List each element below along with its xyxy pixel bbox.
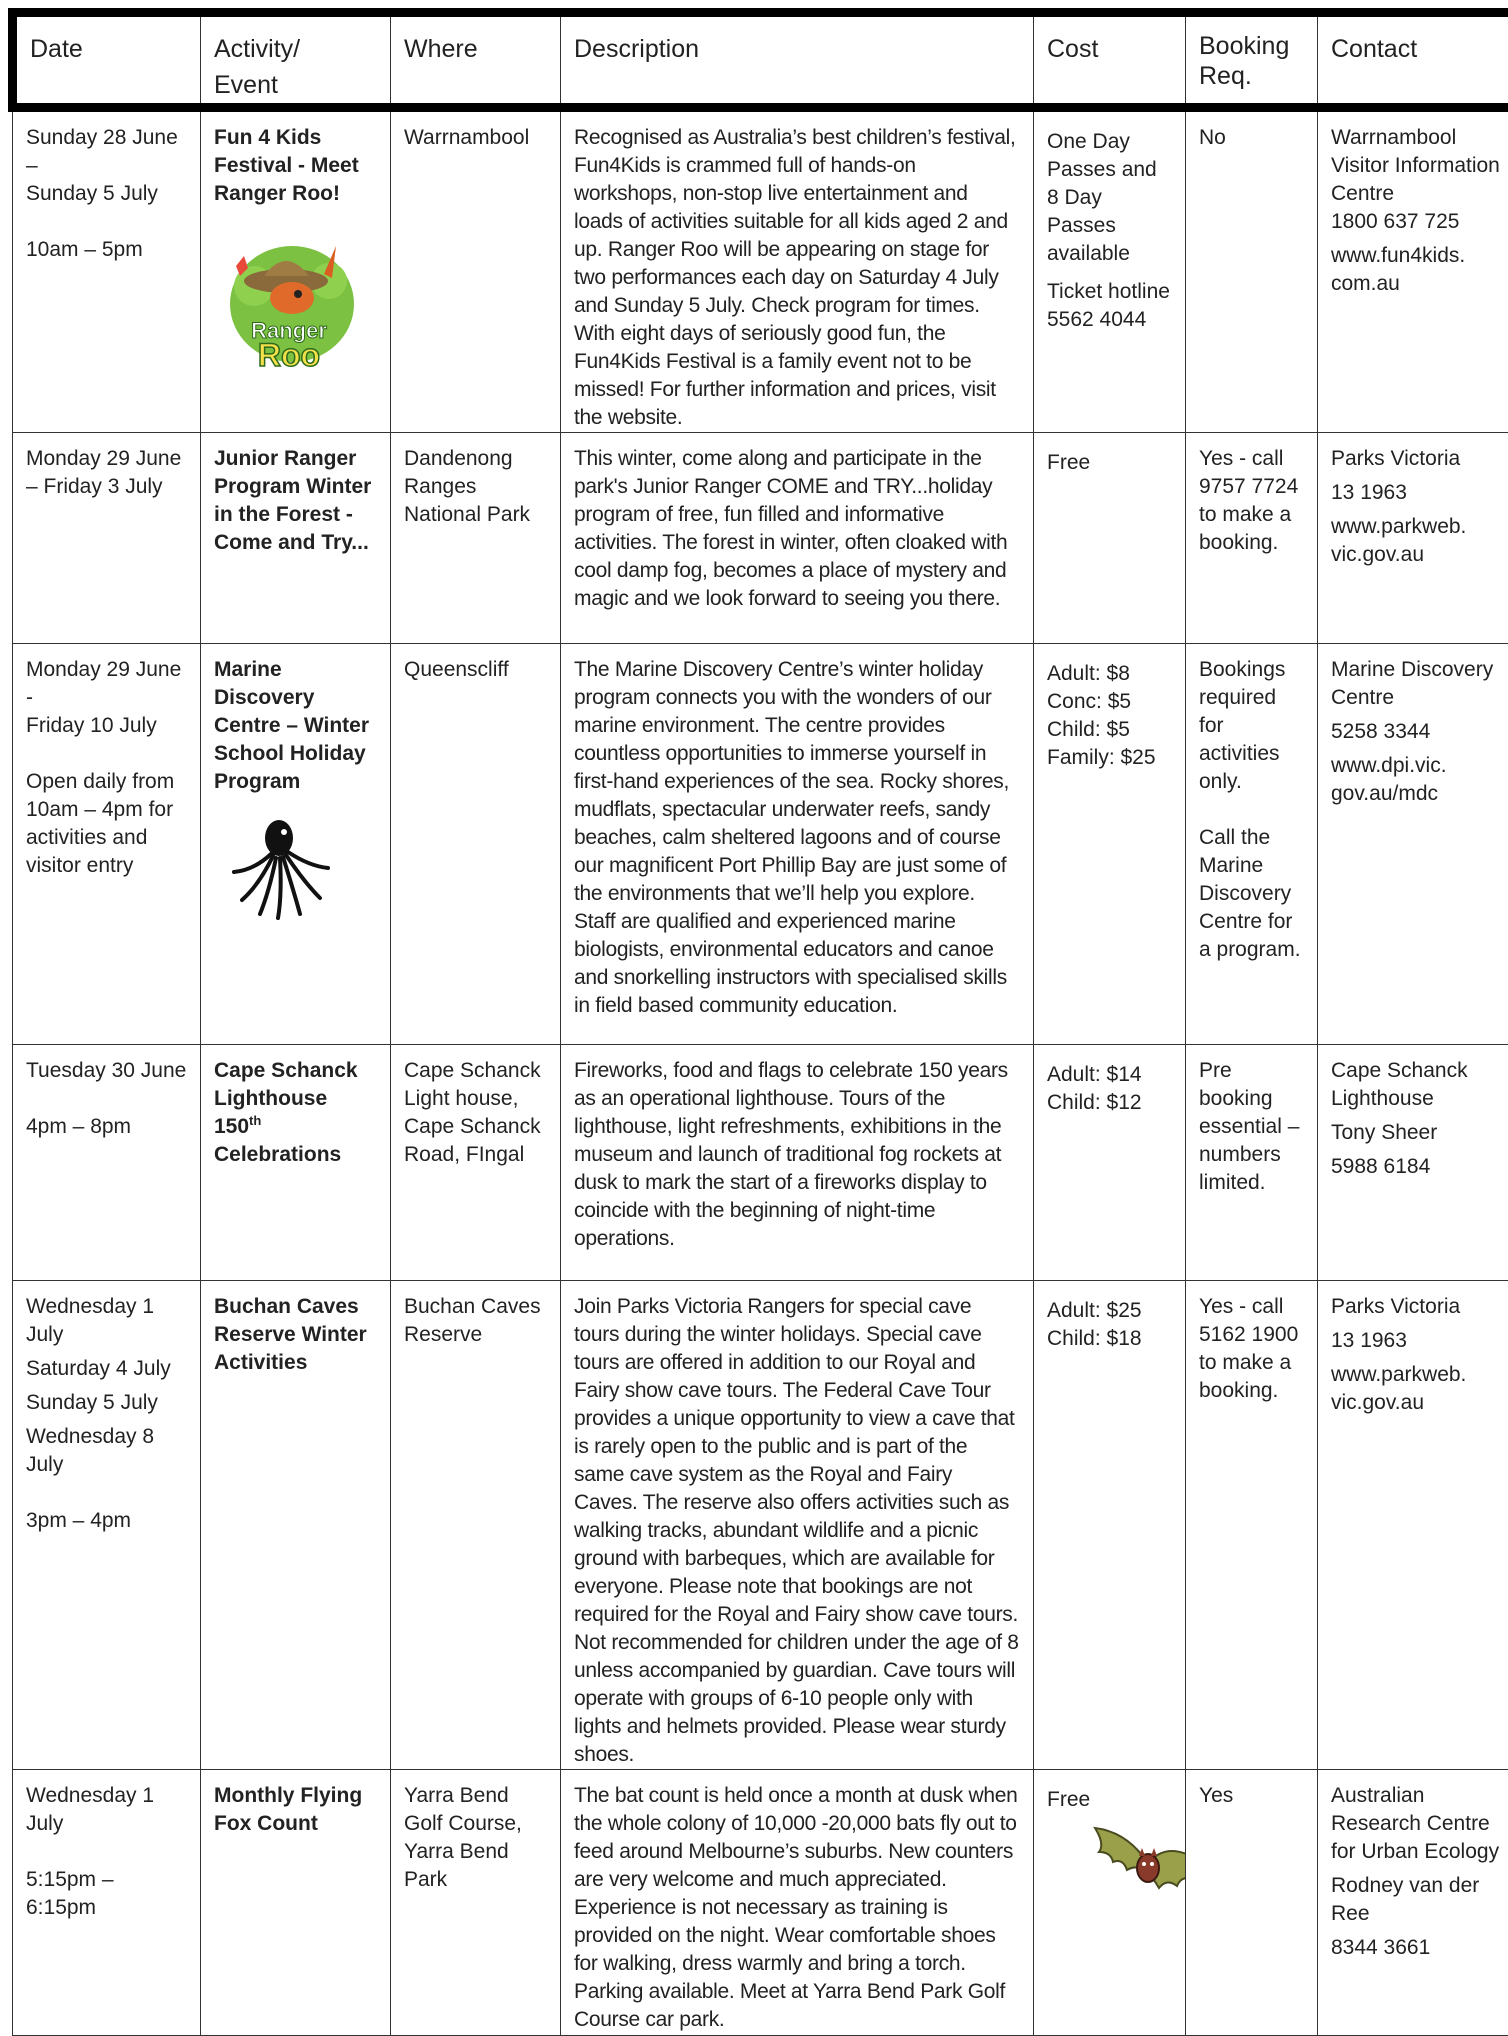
cell-description: Recognised as Australia’s best children’s festival, Fun4Kids is crammed full of hands-on workshops, non-stop live entertainment and loads of activities suitable for all kids aged 2 and up. Ranger Roo will be appearing on stage for two performances each day on Saturday 4 July and Sunday 5 July. Check program for times. With eight days of seriously good fun, the Fun4Kids Festival is a family event not to be missed! For further information and prices, visit the website. <box>561 108 1034 433</box>
cell-description: The Marine Discovery Centre’s winter holiday program connects you with the wonders of our marine environment. The centre provides countless opportunities to immerse yourself in first-hand experiences of the sea. Rocky shores, mudflats, spectacular underwater reefs, sandy beaches, calm sheltered lagoons and of course our magnificent Port Phillip Bay are just some of the environments that we’ll help you explore. Staff are qualified and experienced marine biologists, environmental educators and canoe and snorkelling instructors with specialised skills in field based community education. <box>561 644 1034 1045</box>
contact-phone: 1800 637 725 <box>1331 208 1500 236</box>
contact-name: Parks Victoria <box>1331 1293 1500 1321</box>
date-line: Wednesday 1 July <box>26 1293 188 1349</box>
cell-booking: Yes - call 5162 1900 to make a booking. <box>1186 1281 1318 1770</box>
contact-web: www.dpi.vic. <box>1331 752 1500 780</box>
contact-name: Warrnambool Visitor Information Centre <box>1331 124 1500 208</box>
header-activity-line2: Event <box>214 67 378 103</box>
bat-icon <box>1087 1822 1186 1904</box>
cost-text: Free <box>1047 449 1173 477</box>
header-activity <box>201 13 391 108</box>
cell-cost <box>1034 108 1186 433</box>
cell-booking: Yes - call 9757 7724 to make a booking. <box>1186 433 1318 644</box>
cell-contact <box>1318 1281 1508 1770</box>
cell-where: Buchan Caves Reserve <box>391 1281 561 1770</box>
cell-contact <box>1318 1770 1508 2036</box>
booking-text: Bookings required for activities only. <box>1199 656 1305 796</box>
table-row <box>13 1770 1508 2036</box>
table-row <box>13 1045 1508 1281</box>
cell-cost <box>1034 433 1186 644</box>
activity-title: Fun 4 Kids Festival - Meet Ranger Roo! <box>214 124 378 208</box>
contact-person: Rodney van der Ree <box>1331 1872 1500 1928</box>
cost-text: Free <box>1047 1786 1173 1814</box>
ranger-roo-logo-icon <box>214 226 364 376</box>
activity-title-end: Celebrations <box>214 1143 341 1166</box>
cell-activity: Junior Ranger Program Winter in the Forest - Come and Try... <box>201 433 391 644</box>
cell-booking: No <box>1186 108 1318 433</box>
cost-line: Adult: $14 <box>1047 1061 1173 1089</box>
cell-contact <box>1318 1045 1508 1281</box>
contact-phone: 13 1963 <box>1331 479 1500 507</box>
cost-line: Adult: $25 <box>1047 1297 1173 1325</box>
cell-date <box>13 1045 201 1281</box>
contact-web: gov.au/mdc <box>1331 780 1500 808</box>
cell-date <box>13 108 201 433</box>
table-row <box>13 108 1508 433</box>
cell-contact <box>1318 108 1508 433</box>
header-booking-line1: Booking <box>1199 31 1305 61</box>
logo-word-1: Ranger <box>251 318 327 343</box>
contact-person: Tony Sheer <box>1331 1119 1500 1147</box>
time-text: 5:15pm – 6:15pm <box>26 1866 188 1922</box>
cell-booking: Yes <box>1186 1770 1318 2036</box>
time-text: 3pm – 4pm <box>26 1507 188 1535</box>
contact-web: com.au <box>1331 270 1500 298</box>
table-row <box>13 644 1508 1045</box>
cost-line: Child: $12 <box>1047 1089 1173 1117</box>
cell-activity <box>201 1045 391 1281</box>
header-where: Where <box>391 13 561 108</box>
contact-web: www.fun4kids. <box>1331 242 1500 270</box>
header-date: Date <box>13 13 201 108</box>
cell-where: Queenscliff <box>391 644 561 1045</box>
contact-phone: 8344 3661 <box>1331 1934 1500 1962</box>
header-cost: Cost <box>1034 13 1186 108</box>
cell-activity <box>201 644 391 1045</box>
booking-text: Call the Marine Discovery Centre for a program. <box>1199 824 1305 964</box>
cell-contact <box>1318 433 1508 644</box>
cell-description: This winter, come along and participate in the park's Junior Ranger COME and TRY...holiday program of free, fun filled and informative activities. The forest in winter, often cloaked with cool damp fog, becomes a place of mystery and magic and we look forward to seeing you there. <box>561 433 1034 644</box>
cost-line: Child: $18 <box>1047 1325 1173 1353</box>
octopus-icon <box>224 810 334 922</box>
contact-phone: 5258 3344 <box>1331 718 1500 746</box>
cell-cost <box>1034 1770 1186 2036</box>
cell-cost <box>1034 1281 1186 1770</box>
cell-cost <box>1034 1045 1186 1281</box>
cell-cost <box>1034 644 1186 1045</box>
date-line: Monday 29 June - <box>26 656 188 712</box>
date-line: Sunday 28 June – <box>26 124 188 180</box>
activity-title: Marine Discovery Centre – Winter School Holiday Program <box>214 656 378 796</box>
cell-date <box>13 644 201 1045</box>
cell-description: The bat count is held once a month at dusk when the whole colony of 10,000 -20,000 bats fly out to feed around Melbourne’s suburbs. New counters are very welcome and much appreciated. Experience is not necessary as training is provided on the night. Wear comfortable shoes for walking, dress warmly and bring a torch. Parking available. Meet at Yarra Bend Park Golf Course car park. <box>561 1770 1034 2036</box>
activity-title: Cape Schanck Lighthouse 150 <box>214 1059 358 1138</box>
date-line: Wednesday 1 July <box>26 1782 188 1838</box>
cell-date <box>13 433 201 644</box>
contact-phone: 13 1963 <box>1331 1327 1500 1355</box>
header-booking <box>1186 13 1318 108</box>
date-line: Tuesday 30 June <box>26 1057 188 1085</box>
contact-name: Parks Victoria <box>1331 445 1500 473</box>
contact-web: vic.gov.au <box>1331 541 1500 569</box>
contact-name: Cape Schanck Lighthouse <box>1331 1057 1500 1113</box>
contact-name: Australian Research Centre for Urban Ecology <box>1331 1782 1500 1866</box>
header-description: Description <box>561 13 1034 108</box>
cell-booking: Pre booking essential – numbers limited. <box>1186 1045 1318 1281</box>
cell-description: Fireworks, food and flags to celebrate 150 years as an operational lighthouse. Tours of the lighthouse, light refreshments, exhibitions in the museum and launch of traditional fog rockets at dusk to mark the start of a fireworks display to coincide with the beginning of night-time operations. <box>561 1045 1034 1281</box>
cell-activity <box>201 108 391 433</box>
activity-superscript: th <box>249 1113 261 1128</box>
logo-word-2: Roo <box>258 337 320 373</box>
date-line: Sunday 5 July <box>26 1389 188 1417</box>
cell-activity: Monthly Flying Fox Count <box>201 1770 391 2036</box>
header-booking-line2: Req. <box>1199 61 1305 91</box>
cell-booking <box>1186 644 1318 1045</box>
table-row <box>13 433 1508 644</box>
contact-web: www.parkweb. <box>1331 1361 1500 1389</box>
header-activity-line1: Activity/ <box>214 31 378 67</box>
cell-description: Join Parks Victoria Rangers for special cave tours during the winter holidays. Special cave tours are offered in addition to our Royal and Fairy show cave tours. The Federal Cave Tour provides a unique opportunity to view a cave that is rarely open to the public and is part of the same cave system as the Royal and Fairy Caves. The reserve also offers activities such as walking tracks, abundant wildlife and a picnic ground with barbeques, which are available for everyone. Please note that bookings are not required for the Royal and Fairy show cave tours. Not recommended for children under the age of 8 unless accompanied by guardian. Cave tours will operate with groups of 6-10 people only with lights and helmets provided. Please wear sturdy shoes. <box>561 1281 1034 1770</box>
cell-activity: Buchan Caves Reserve Winter Activities <box>201 1281 391 1770</box>
date-line: Monday 29 June <box>26 445 188 473</box>
header-row <box>13 13 1508 108</box>
contact-web: vic.gov.au <box>1331 1389 1500 1417</box>
contact-name: Marine Discovery Centre <box>1331 656 1500 712</box>
cell-where: Cape Schanck Light house, Cape Schanck Road, FIngal <box>391 1045 561 1281</box>
contact-web: www.parkweb. <box>1331 513 1500 541</box>
cost-line: Adult: $8 <box>1047 660 1173 688</box>
cost-text: One Day Passes and 8 Day Passes available <box>1047 128 1173 268</box>
cost-hotline: Ticket hotline 5562 4044 <box>1047 278 1173 334</box>
date-line: Sunday 5 July <box>26 180 188 208</box>
cell-date <box>13 1770 201 2036</box>
cell-where: Dandenong Ranges National Park <box>391 433 561 644</box>
time-text: 10am – 5pm <box>26 236 188 264</box>
cell-where: Yarra Bend Golf Course, Yarra Bend Park <box>391 1770 561 2036</box>
cost-line: Conc: $5 <box>1047 688 1173 716</box>
date-line: Saturday 4 July <box>26 1355 188 1383</box>
cell-contact <box>1318 644 1508 1045</box>
cost-line: Child: $5 <box>1047 716 1173 744</box>
date-line: Friday 10 July <box>26 712 188 740</box>
header-contact: Contact <box>1318 13 1508 108</box>
date-line: Wednesday 8 July <box>26 1423 188 1479</box>
cost-line: Family: $25 <box>1047 744 1173 772</box>
time-text: 4pm – 8pm <box>26 1113 188 1141</box>
cell-where: Warrnambool <box>391 108 561 433</box>
cell-date <box>13 1281 201 1770</box>
date-line: – Friday 3 July <box>26 473 188 501</box>
contact-phone: 5988 6184 <box>1331 1153 1500 1181</box>
table-row <box>13 1281 1508 1770</box>
time-text: Open daily from 10am – 4pm for activities and visitor entry <box>26 768 188 880</box>
events-table <box>8 8 1508 2036</box>
